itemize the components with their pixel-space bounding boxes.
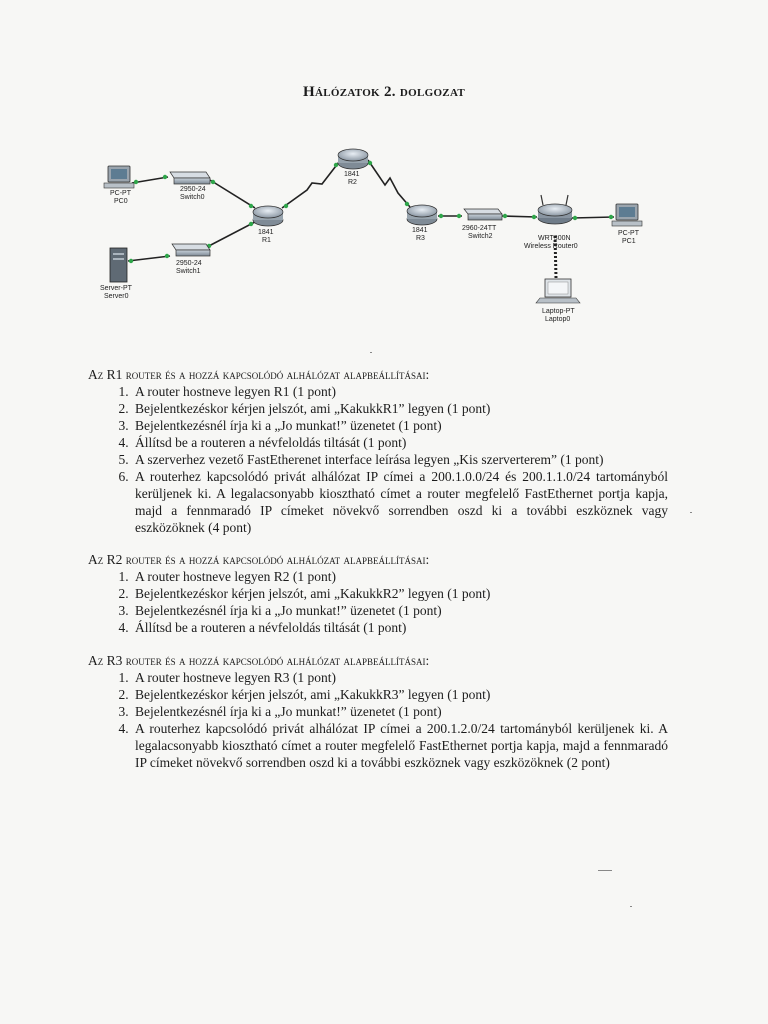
list-item: 4. Állítsd be a routeren a névfeloldás tiltását (1 pont) — [132, 434, 668, 451]
switch2-name-label: Switch2 — [468, 233, 493, 240]
switch2-icon — [464, 209, 502, 220]
section-r3-heading: Az R3 router és a hozzá kapcsolódó alhálózat alapbeállításai: — [88, 653, 430, 668]
section-r3-list — [88, 669, 668, 771]
section-r1 — [88, 366, 668, 536]
pc1-type-label: PC-PT — [618, 230, 639, 237]
list-item: 3. Bejelentkezésnél írja ki a „Jo munkat!” üzenetet (1 pont) — [132, 602, 668, 619]
list-item: 3. Bejelentkezésnél írja ki a „Jo munkat!” üzenetet (1 pont) — [132, 703, 668, 720]
router0-type-label: WRT300N — [538, 235, 571, 242]
pc1-icon — [612, 204, 642, 226]
link-router0-pc1 — [572, 217, 614, 218]
r2-type-label: 1841 — [344, 171, 360, 178]
list-item: 3. Bejelentkezésnél írja ki a „Jo munkat!” üzenetet (1 pont) — [132, 417, 668, 434]
server0-type-label: Server-PT — [100, 285, 132, 292]
section-r1-list — [88, 383, 668, 536]
list-item: 4. A routerhez kapcsolódó privát alhálózat IP címei a 200.1.2.0/24 tartományból kerüljenek ki. A legalacsonyabb kiosztható címet a router megfelelő FastEthernet portja kapja, majd a fennmaradó IP címeket növekvő sorrendben oszd ki a további eszköznek vagy eszközöknek (2 pont) — [132, 720, 668, 771]
list-item: 1. A router hostneve legyen R3 (1 pont) — [132, 669, 668, 686]
laptop0-type-label: Laptop-PT — [542, 308, 575, 315]
switch1-type-label: 2950-24 — [176, 260, 202, 267]
scan-speck — [690, 512, 692, 513]
pc1-name-label: PC1 — [622, 238, 636, 245]
switch1-name-label: Switch1 — [176, 268, 201, 275]
switch0-icon — [170, 172, 210, 184]
r1-router-icon — [253, 206, 283, 226]
laptop0-name-label: Laptop0 — [545, 316, 571, 323]
laptop0-icon — [536, 279, 580, 303]
wireless-router0-icon — [538, 195, 572, 224]
switch0-name-label: Switch0 — [180, 194, 205, 201]
section-r1-heading: Az R1 router és a hozzá kapcsolódó alhálózat alapbeállításai: — [88, 367, 430, 382]
section-r3 — [88, 652, 668, 771]
list-item: 1. A router hostneve legyen R1 (1 pont) — [132, 383, 668, 400]
router0-name-label: Wireless Router0 — [524, 243, 578, 250]
switch0-type-label: 2950-24 — [180, 186, 206, 193]
r3-name-label: R3 — [416, 235, 425, 242]
link-switch1-r1 — [205, 222, 255, 248]
link-server0-switch1 — [128, 256, 170, 261]
list-item: 1. A router hostneve legyen R2 (1 pont) — [132, 568, 668, 585]
link-r1-r2-serial — [282, 162, 339, 208]
r2-router-icon — [338, 149, 368, 169]
list-item: 4. Állítsd be a routeren a névfeloldás tiltását (1 pont) — [132, 619, 668, 636]
r3-type-label: 1841 — [412, 227, 428, 234]
pc0-type-label: PC-PT — [110, 190, 131, 197]
list-item: 5. A szerverhez vezető FastEtherenet interface leírása legyen „Kis szerverterem” (1 pont) — [132, 451, 668, 468]
r1-type-label: 1841 — [258, 229, 274, 236]
link-switch2-router0 — [502, 216, 537, 217]
scan-speck — [598, 870, 612, 871]
server0-name-label: Server0 — [104, 293, 129, 300]
section-r2-heading: Az R2 router és a hozzá kapcsolódó alhálózat alapbeállításai: — [88, 552, 430, 567]
switch2-type-label: 2960-24TT — [462, 225, 497, 232]
list-item: 2. Bejelentkezéskor kérjen jelszót, ami „KakukkR3” legyen (1 pont) — [132, 686, 668, 703]
section-r2 — [88, 551, 668, 636]
server0-icon — [110, 248, 127, 282]
scan-speck — [630, 906, 632, 907]
scan-speck — [370, 352, 372, 353]
document-title: Hálózatok 2. dolgozat — [302, 84, 466, 100]
link-switch0-r1 — [210, 180, 255, 208]
network-topology-diagram — [0, 0, 768, 340]
list-item: 2. Bejelentkezéskor kérjen jelszót, ami „KakukkR1” legyen (1 pont) — [132, 400, 668, 417]
r1-name-label: R1 — [262, 237, 271, 244]
pc0-icon — [104, 166, 134, 188]
switch1-icon — [172, 244, 210, 256]
pc0-name-label: PC0 — [114, 198, 128, 205]
link-r2-r3-serial — [368, 160, 410, 207]
list-item: 2. Bejelentkezéskor kérjen jelszót, ami „KakukkR2” legyen (1 pont) — [132, 585, 668, 602]
list-item: 6. A routerhez kapcsolódó privát alhálózat IP címei a 200.1.0.0/24 és 200.1.1.0/24 tartományból kerüljenek ki. A legalacsonyabb kiosztható címet a router megfelelő FastEthernet portja kapja, majd a fennmaradó IP címeket növekvő sorrendben oszd ki a további eszköznek vagy eszközöknek (4 pont) — [132, 468, 668, 536]
section-r2-list — [88, 568, 668, 636]
r3-router-icon — [407, 205, 437, 225]
r2-name-label: R2 — [348, 179, 357, 186]
